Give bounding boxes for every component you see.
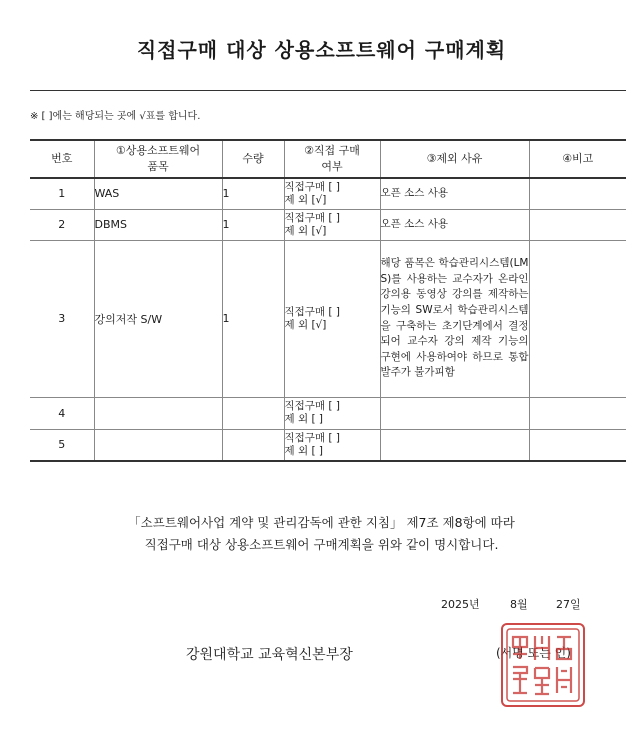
- table-row: [30, 429, 626, 461]
- row-reason: 오픈 소스 사용: [380, 209, 529, 240]
- direct-purchase-option: 직접구매 [ ]: [284, 180, 340, 193]
- date-month: 8월: [510, 598, 528, 611]
- row-reason: [380, 429, 529, 461]
- row-remark: [529, 397, 626, 429]
- header-item-line2: 품목: [147, 160, 169, 173]
- exclusion-option-unchecked: 제 외 [ ]: [284, 444, 323, 457]
- purchase-plan-table: [30, 139, 626, 462]
- date-year: 2025년: [441, 598, 480, 611]
- seal-glyphs: [513, 636, 571, 694]
- row-no: 4: [30, 397, 94, 429]
- row-item: WAS: [94, 178, 222, 209]
- row-item: [94, 397, 222, 429]
- table-row: [30, 397, 626, 429]
- row-remark: [529, 429, 626, 461]
- row-direct-status: [284, 429, 380, 461]
- row-no: 2: [30, 209, 94, 240]
- row-item: DBMS: [94, 209, 222, 240]
- exclusion-option-checked: 제 외 [√]: [284, 224, 327, 237]
- closing-statement-line1: 「소프트웨어사업 계약 및 관리감독에 관한 지침」 제7조 제8항에 따라: [128, 515, 515, 530]
- header-remark: ④비고: [529, 140, 626, 178]
- header-no: 번호: [30, 140, 94, 178]
- row-no: 1: [30, 178, 94, 209]
- row-reason: 해당 품목은 학습관리시스템(LMS)를 사용하는 교수자가 온라인강의용 동영상 강의를 제작하는 기능의 SW로서 학습관리시스템을 구축하는 초기단계에서 결정되어 교수자 강의 제작 기능의 구현에 사용하여야 하므로 통합발주가 불가피함: [380, 240, 529, 397]
- exclusion-option-checked: 제 외 [√]: [284, 318, 327, 331]
- row-direct-status: [284, 209, 380, 240]
- table-row: [30, 240, 626, 397]
- row-qty: 1: [222, 240, 284, 397]
- exclusion-option-checked: 제 외 [√]: [284, 193, 327, 206]
- divider: [30, 90, 626, 91]
- direct-purchase-option: 직접구매 [ ]: [284, 211, 340, 224]
- header-direct-line2: 여부: [321, 160, 343, 173]
- row-qty: 1: [222, 209, 284, 240]
- row-qty: [222, 397, 284, 429]
- row-qty: 1: [222, 178, 284, 209]
- direct-purchase-option: 직접구매 [ ]: [284, 431, 340, 444]
- closing-statement-line2: 직접구매 대상 상용소프트웨어 구매계획을 위와 같이 명시합니다.: [144, 537, 499, 552]
- header-reason: ③제외 사유: [380, 140, 529, 178]
- date-day: 27일: [556, 598, 581, 611]
- row-reason: 오픈 소스 사용: [380, 178, 529, 209]
- document-title: 직접구매 대상 상용소프트웨어 구매계획: [136, 38, 507, 62]
- header-qty: 수량: [222, 140, 284, 178]
- table-row: [30, 178, 626, 209]
- instruction-note: ※ [ ]에는 해당되는 곳에 √표를 합니다.: [30, 111, 201, 122]
- direct-purchase-option: 직접구매 [ ]: [284, 400, 340, 412]
- direct-purchase-option: 직접구매 [ ]: [284, 305, 340, 318]
- header-item: [94, 140, 222, 178]
- row-item: [94, 429, 222, 461]
- row-remark: [529, 178, 626, 209]
- header-item-line1: ①상용소프트웨어: [115, 144, 201, 157]
- header-direct-line1: ②직접 구매: [304, 144, 360, 157]
- signature-label: (서명 또는 인): [496, 646, 571, 660]
- official-seal-stamp: [499, 621, 587, 709]
- row-direct-status: [284, 178, 380, 209]
- organization-name: 강원대학교 교육혁신본부장: [186, 647, 353, 663]
- row-no: 3: [30, 240, 94, 397]
- row-direct-status: [284, 240, 380, 397]
- row-reason: [380, 397, 529, 429]
- header-direct: [284, 140, 380, 178]
- row-item: 강의저작 S/W: [94, 240, 222, 397]
- row-remark: [529, 240, 626, 397]
- table-row: [30, 209, 626, 240]
- row-remark: [529, 209, 626, 240]
- row-direct-status: [284, 397, 380, 429]
- row-no: 5: [30, 429, 94, 461]
- exclusion-option-unchecked: 제 외 [ ]: [284, 413, 323, 425]
- row-qty: [222, 429, 284, 461]
- table-header-row: [30, 140, 626, 178]
